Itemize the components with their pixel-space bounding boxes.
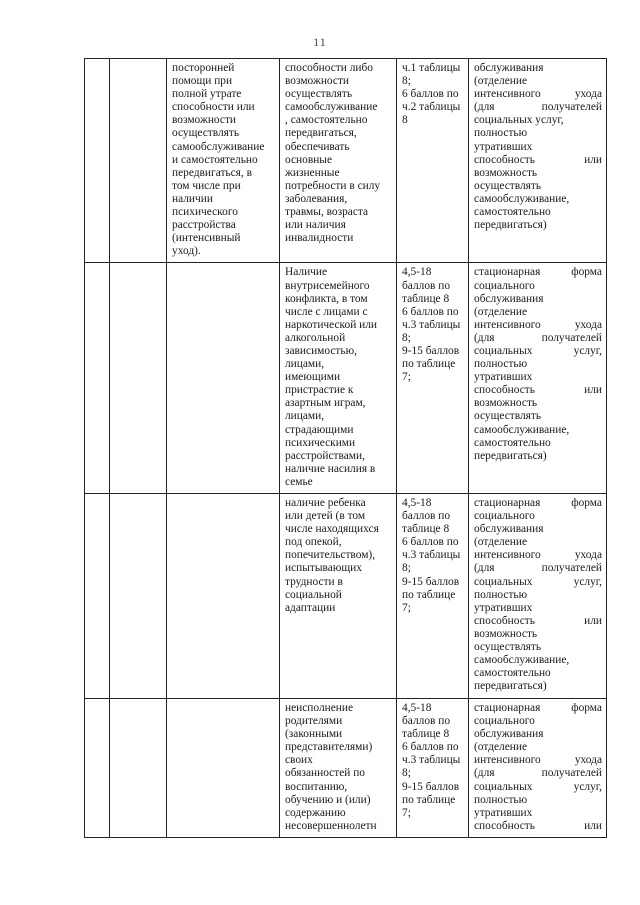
cell-text-line: внутрисемейного bbox=[285, 279, 370, 292]
cell-text-line: обеспечивать bbox=[285, 140, 350, 153]
cell-text-line: обязанностей по bbox=[285, 767, 365, 780]
cell-text-line: несовершеннолетн bbox=[285, 819, 377, 832]
cell-text-line: интенсивного ухода bbox=[474, 549, 602, 562]
cell-text-line: баллов по bbox=[402, 279, 451, 292]
table-cell bbox=[85, 263, 110, 494]
score-cell bbox=[397, 59, 469, 263]
cell-text-line: наркотической или bbox=[285, 318, 378, 331]
service-form-cell bbox=[469, 59, 607, 263]
cell-text-line: стационарная форма bbox=[474, 266, 602, 279]
cell-text-line: способность или bbox=[474, 819, 602, 832]
cell-text-line: 6 баллов по bbox=[402, 536, 459, 549]
cell-text-line: травмы, возраста bbox=[285, 206, 369, 219]
table-row bbox=[85, 494, 607, 699]
cell-text-line: числе находящихся bbox=[285, 523, 379, 536]
cell-text-line: (для получателей bbox=[474, 767, 602, 780]
condition-cell bbox=[167, 494, 280, 699]
cell-text-line: (законными bbox=[285, 728, 343, 741]
cell-text-line: полностью bbox=[474, 793, 528, 806]
cell-text-line: способность или bbox=[474, 614, 602, 627]
cell-text-line: лицами, bbox=[285, 358, 325, 371]
cell-text-line: (для получателей bbox=[474, 562, 602, 575]
cell-text-line: содержанию bbox=[285, 806, 346, 819]
cell-text-line: том числе при bbox=[172, 179, 241, 192]
cell-text-line: социального bbox=[474, 279, 535, 292]
cell-text-line: самообслуживание, bbox=[474, 192, 570, 205]
cell-text-line: попечительством), bbox=[285, 549, 376, 562]
score-cell bbox=[397, 699, 469, 838]
table-cell bbox=[85, 59, 110, 263]
cell-text-line: зависимостью, bbox=[285, 344, 357, 357]
cell-text-line: наличие ребенка bbox=[285, 497, 366, 509]
cell-text-line: социальной bbox=[285, 588, 342, 601]
cell-text-line: обслуживания bbox=[474, 523, 544, 536]
score-cell bbox=[397, 263, 469, 494]
cell-text-line: 9-15 баллов bbox=[402, 344, 460, 357]
cell-text-line: осуществлять bbox=[172, 127, 240, 140]
cell-text-line: самообслуживание, bbox=[474, 423, 570, 436]
score-cell bbox=[397, 494, 469, 699]
cell-text-line: посторонней bbox=[172, 62, 235, 74]
cell-text-line: 8; bbox=[402, 75, 411, 88]
cell-text-line: баллов по bbox=[402, 510, 451, 523]
cell-text-line: семье bbox=[285, 475, 313, 488]
cell-text-line: азартным играм, bbox=[285, 397, 366, 410]
cell-text-line: и самостоятельно bbox=[172, 153, 258, 166]
circumstance-cell bbox=[280, 59, 397, 263]
cell-text-line: 8 bbox=[402, 114, 408, 127]
cell-text-line: наличие насилия в bbox=[285, 462, 376, 475]
cell-text-line: 4,5-18 bbox=[402, 266, 432, 279]
cell-text-line: или детей (в том bbox=[285, 510, 366, 523]
cell-text-line: расстройствами, bbox=[285, 449, 365, 462]
cell-text-line: социальных услуг, bbox=[474, 780, 602, 793]
cell-text-line: 6 баллов по bbox=[402, 88, 459, 101]
cell-text-line: ч.3 таблицы bbox=[402, 318, 461, 331]
table-row bbox=[85, 59, 607, 263]
cell-text-line: родителями bbox=[285, 715, 343, 728]
cell-text-line: основные bbox=[285, 153, 333, 166]
table-cell bbox=[85, 494, 110, 699]
service-form-cell bbox=[469, 263, 607, 494]
cell-text-line: уход). bbox=[172, 245, 201, 258]
table-cell bbox=[110, 494, 167, 699]
cell-text-line: баллов по bbox=[402, 715, 451, 728]
cell-text-line: осуществлять bbox=[474, 641, 542, 654]
cell-text-line: 7; bbox=[402, 806, 411, 819]
cell-text-line: 6 баллов по bbox=[402, 741, 459, 754]
cell-text-line: обслуживания bbox=[474, 728, 544, 741]
cell-text-line: полной утрате bbox=[172, 88, 242, 101]
circumstance-cell bbox=[280, 263, 397, 494]
cell-text-line: ч.3 таблицы bbox=[402, 549, 461, 562]
condition-cell bbox=[167, 59, 280, 263]
cell-text-line: передвигаться) bbox=[474, 449, 547, 462]
circumstance-cell bbox=[280, 494, 397, 699]
cell-text-line: имеющими bbox=[285, 371, 341, 384]
cell-text-line: потребности в силу bbox=[285, 179, 381, 192]
cell-text-line: (интенсивный bbox=[172, 232, 241, 245]
cell-text-line: (отделение bbox=[474, 741, 528, 754]
cell-text-line: возможности bbox=[172, 114, 237, 127]
cell-text-line: под опекой, bbox=[285, 536, 342, 549]
cell-text-line: стационарная форма bbox=[474, 497, 602, 509]
cell-text-line: интенсивного ухода bbox=[474, 318, 602, 331]
cell-text-line: числе с лицами с bbox=[285, 305, 368, 318]
cell-text-line: социального bbox=[474, 715, 535, 728]
cell-text-line: 6 баллов по bbox=[402, 305, 459, 318]
table-cell bbox=[110, 263, 167, 494]
cell-text-line: инвалидности bbox=[285, 232, 354, 245]
cell-text-line: (отделение bbox=[474, 305, 528, 318]
cell-text-line: таблице 8 bbox=[402, 292, 450, 305]
condition-cell bbox=[167, 699, 280, 838]
cell-text-line: психического bbox=[172, 206, 238, 219]
cell-text-line: утративших bbox=[474, 806, 533, 819]
cell-text-line: обслуживания bbox=[474, 292, 544, 305]
cell-text-line: по таблице bbox=[402, 793, 456, 806]
cell-text-line: психическими bbox=[285, 436, 356, 449]
circumstance-cell bbox=[280, 699, 397, 838]
cell-text-line: самостоятельно bbox=[474, 667, 551, 680]
cell-text-line: передвигаться, в bbox=[172, 166, 252, 179]
cell-text-line: 7; bbox=[402, 601, 411, 614]
service-form-cell bbox=[469, 699, 607, 838]
cell-text-line: 9-15 баллов bbox=[402, 575, 460, 588]
cell-text-line: наличии bbox=[172, 192, 213, 205]
cell-text-line: 8; bbox=[402, 767, 411, 780]
cell-text-line: способность или bbox=[474, 153, 602, 166]
cell-text-line: помощи при bbox=[172, 75, 233, 88]
cell-text-line: социальных услуг, bbox=[474, 114, 564, 127]
cell-text-line: (для получателей bbox=[474, 331, 602, 344]
cell-text-line: 4,5-18 bbox=[402, 702, 432, 714]
cell-text-line: трудности в bbox=[285, 575, 343, 588]
cell-text-line: 7; bbox=[402, 371, 411, 384]
cell-text-line: самообслуживание, bbox=[474, 654, 570, 667]
cell-text-line: неисполнение bbox=[285, 702, 354, 714]
cell-text-line: стационарная форма bbox=[474, 702, 602, 714]
cell-text-line: (отделение bbox=[474, 75, 528, 88]
table-row bbox=[85, 263, 607, 494]
cell-text-line: передвигаться, bbox=[285, 127, 357, 140]
cell-text-line: полностью bbox=[474, 588, 528, 601]
cell-text-line: утративших bbox=[474, 601, 533, 614]
cell-text-line: адаптации bbox=[285, 601, 336, 614]
cell-text-line: таблице 8 bbox=[402, 728, 450, 741]
cell-text-line: обучению и (или) bbox=[285, 793, 371, 806]
cell-text-line: ч.1 таблицы bbox=[402, 62, 461, 74]
cell-text-line: утративших bbox=[474, 140, 533, 153]
cell-text-line: заболевания, bbox=[285, 192, 348, 205]
cell-text-line: или наличия bbox=[285, 219, 346, 232]
cell-text-line: осуществлять bbox=[474, 179, 542, 192]
cell-text-line: ч.3 таблицы bbox=[402, 754, 461, 767]
cell-text-line: воспитанию, bbox=[285, 780, 348, 793]
cell-text-line: самообслуживание bbox=[172, 140, 265, 153]
services-table bbox=[84, 58, 607, 838]
cell-text-line: Наличие bbox=[285, 266, 328, 279]
cell-text-line: утративших bbox=[474, 371, 533, 384]
cell-text-line: расстройства bbox=[172, 219, 236, 232]
cell-text-line: интенсивного ухода bbox=[474, 88, 602, 101]
cell-text-line: способности либо bbox=[285, 62, 373, 74]
cell-text-line: представителями) bbox=[285, 741, 373, 754]
cell-text-line: 9-15 баллов bbox=[402, 780, 460, 793]
service-form-cell bbox=[469, 494, 607, 699]
cell-text-line: ч.2 таблицы bbox=[402, 101, 461, 114]
cell-text-line: лицами, bbox=[285, 410, 325, 423]
cell-text-line: пристрастие к bbox=[285, 384, 354, 397]
cell-text-line: полностью bbox=[474, 127, 528, 140]
cell-text-line: 8; bbox=[402, 562, 411, 575]
cell-text-line: возможность bbox=[474, 166, 538, 179]
cell-text-line: интенсивного ухода bbox=[474, 754, 602, 767]
table-cell bbox=[85, 699, 110, 838]
table-cell bbox=[110, 59, 167, 263]
cell-text-line: по таблице bbox=[402, 588, 456, 601]
cell-text-line: возможность bbox=[474, 627, 538, 640]
cell-text-line: по таблице bbox=[402, 358, 456, 371]
cell-text-line: полностью bbox=[474, 358, 528, 371]
cell-text-line: алкогольной bbox=[285, 331, 346, 344]
cell-text-line: социальных услуг, bbox=[474, 575, 602, 588]
cell-text-line: возможности bbox=[285, 75, 350, 88]
table-row bbox=[85, 699, 607, 838]
cell-text-line: передвигаться) bbox=[474, 219, 547, 232]
cell-text-line: страдающими bbox=[285, 423, 354, 436]
cell-text-line: возможность bbox=[474, 397, 538, 410]
cell-text-line: способности или bbox=[172, 101, 255, 114]
condition-cell bbox=[167, 263, 280, 494]
cell-text-line: социальных услуг, bbox=[474, 344, 602, 357]
cell-text-line: социального bbox=[474, 510, 535, 523]
cell-text-line: конфликта, в том bbox=[285, 292, 368, 305]
cell-text-line: самостоятельно bbox=[474, 436, 551, 449]
cell-text-line: способность или bbox=[474, 384, 602, 397]
page-number: 11 bbox=[313, 35, 327, 49]
cell-text-line: осуществлять bbox=[474, 410, 542, 423]
cell-text-line: жизненные bbox=[285, 166, 340, 179]
cell-text-line: таблице 8 bbox=[402, 523, 450, 536]
cell-text-line: (отделение bbox=[474, 536, 528, 549]
table-cell bbox=[110, 699, 167, 838]
cell-text-line: обслуживания bbox=[474, 62, 544, 74]
cell-text-line: (для получателей bbox=[474, 101, 602, 114]
cell-text-line: 4,5-18 bbox=[402, 497, 432, 509]
cell-text-line: , самостоятельно bbox=[285, 114, 368, 127]
cell-text-line: 8; bbox=[402, 331, 411, 344]
cell-text-line: осуществлять bbox=[285, 88, 353, 101]
cell-text-line: испытывающих bbox=[285, 562, 362, 575]
cell-text-line: передвигаться) bbox=[474, 680, 547, 693]
cell-text-line: своих bbox=[285, 754, 313, 767]
cell-text-line: самообслуживание bbox=[285, 101, 378, 114]
cell-text-line: самостоятельно bbox=[474, 206, 551, 219]
